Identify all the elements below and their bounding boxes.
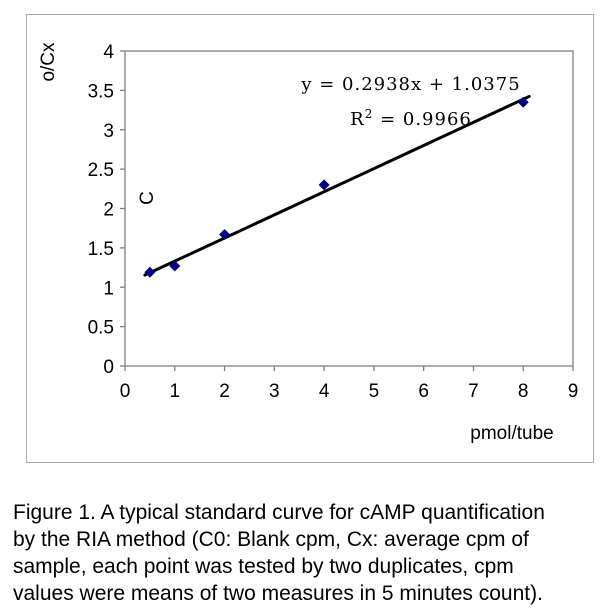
x-tick-label: 5: [368, 381, 380, 402]
y-tick-label: 4: [103, 42, 114, 63]
x-tick-label: 6: [418, 381, 429, 402]
y-tick-label: 2.5: [87, 160, 114, 182]
x-tick-label: 0: [119, 381, 131, 402]
x-tick-label: 7: [468, 381, 479, 402]
y-tick-label: 3.5: [87, 81, 114, 103]
trendline-equation: y = 0.2938x + 1.0375: [301, 74, 521, 95]
y-tick-label: 3: [103, 120, 114, 142]
figure-caption-line: Figure 1. A typical standard curve for cAMP quantification: [13, 501, 545, 524]
y-tick-label: 2: [103, 199, 114, 221]
y-axis-title-fragment: C: [137, 191, 158, 205]
figure-caption-line: values were means of two measures in 5 minutes count).: [13, 582, 543, 605]
x-tick-label: 4: [318, 381, 330, 402]
figure-caption-line: by the RIA method (C0: Blank cpm, Cx: average cpm of: [13, 528, 529, 551]
x-tick-label: 3: [269, 381, 280, 402]
x-tick-label: 1: [169, 381, 181, 402]
y-tick-label: 1: [103, 278, 114, 300]
r-squared-label: $R^2 = 0.9966$: [350, 107, 472, 130]
y-tick-label: 1.5: [87, 238, 114, 260]
y-tick-label: 0: [103, 357, 114, 378]
standard-curve-chart: [27, 15, 593, 462]
y-tick-label: 0.5: [87, 317, 114, 339]
x-tick-label: 2: [219, 381, 230, 402]
y-axis-title: o/Cx: [38, 42, 59, 82]
chart-container: [26, 14, 594, 463]
figure-caption-line: sample, each point was tested by two duplicates, cpm: [13, 555, 514, 578]
figure-caption: [13, 499, 595, 607]
x-tick-label: 8: [517, 381, 529, 402]
x-axis-title: pmol/tube: [470, 423, 554, 444]
x-tick-label: 9: [567, 381, 579, 402]
plot-frame: [125, 51, 573, 366]
